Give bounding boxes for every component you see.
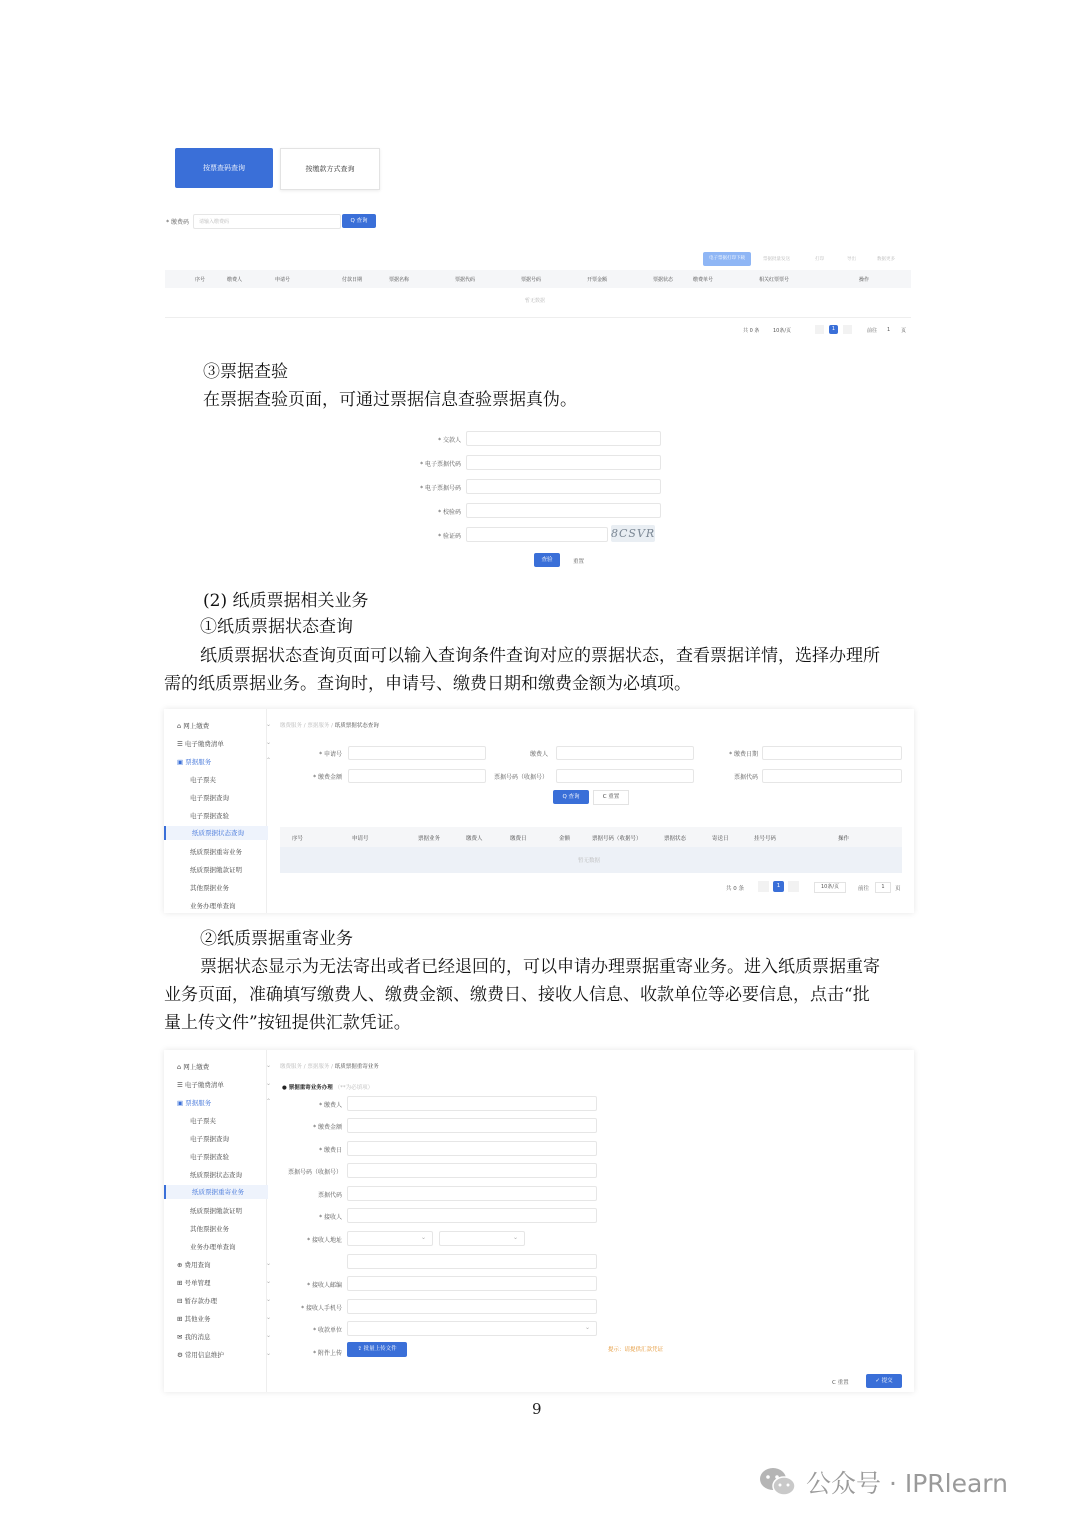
col-payer: 缴费人 (466, 836, 483, 842)
sidebar-item-number-manage[interactable]: ⊞ 号单管理 ⌄ (177, 1278, 271, 1287)
breadcrumb-3: 纸质票据状态查询 (334, 723, 379, 729)
sidebar-item-e-folder[interactable]: 电子票夹 (190, 1117, 216, 1125)
breadcrumb-3: 纸质票据重寄业务 (334, 1064, 379, 1070)
col-index: 序号 (292, 836, 304, 842)
form-label-address: * 接收人地址 (307, 1237, 342, 1244)
sidebar-item-paper-proof[interactable]: 纸质票据缴款证明 (190, 866, 242, 874)
sidebar-item-messages[interactable]: ✉ 我的消息 ⌄ (177, 1332, 271, 1341)
form-phone[interactable] (347, 1299, 597, 1314)
toolbar-batch-send[interactable]: 票据批量发送 (763, 257, 790, 262)
sidebar-item-paper-status[interactable]: 纸质票据状态查询 (190, 1171, 242, 1179)
ticket-query-screenshot (163, 140, 915, 340)
table-empty: 暂无数据 (578, 858, 601, 864)
search-input[interactable] (193, 214, 341, 229)
verify-reset-button[interactable]: 重置 (573, 559, 585, 565)
form-label-ticket-code: 票据代码 (733, 774, 758, 781)
page-number: 9 (532, 1400, 542, 1418)
pager (741, 324, 911, 336)
watermark-text: 公众号 · IPRlearn (806, 1469, 1008, 1498)
form-address-detail[interactable] (347, 1254, 597, 1269)
sidebar-item-temp-payment[interactable]: ⊟ 暂存款办理 ⌄ (177, 1296, 271, 1305)
col-receipt-no: 票据号码（收据号） (592, 836, 642, 842)
status-query-screenshot (164, 709, 914, 913)
sidebar-item-pay-list[interactable]: ☰ 电子缴费清单 ⌄ (177, 1080, 271, 1089)
toolbar-more[interactable]: 数据更多 (877, 257, 895, 262)
home-icon: ⌂ (177, 722, 184, 730)
form-label-payee: * 收款单位 (313, 1327, 342, 1334)
form-label-receipt-no: 票据号码（收据号） (493, 774, 548, 781)
pager-prev[interactable] (815, 325, 824, 334)
field-label-payer: * 交款人 (438, 437, 461, 444)
col-ticket-code: 票据代码 (455, 277, 476, 283)
settings-icon: ⚙ (177, 1351, 185, 1359)
form-address-province[interactable] (347, 1231, 433, 1246)
section-check-text: 在票据查验页面，可通过票据信息查验票据真伪。 (203, 390, 577, 410)
col-apply-no: 申请号 (275, 277, 291, 283)
form-section-title: ● 票据重寄业务办理 （**为必填项） (282, 1085, 374, 1091)
pager-goto-input[interactable]: 1 (887, 327, 891, 333)
search-label: * 缴费码 (166, 219, 189, 226)
pager-goto: 前往 (867, 328, 878, 334)
sidebar-item-order-query[interactable]: 业务办理单查询 (190, 1243, 236, 1251)
col-action: 操作 (859, 277, 870, 283)
form-payer[interactable] (347, 1096, 597, 1111)
field-ticket-number[interactable] (466, 479, 661, 494)
reset-button[interactable]: C 重置 (593, 790, 629, 805)
col-status: 票据状态 (653, 277, 674, 283)
pager (724, 881, 904, 893)
sidebar (164, 709, 271, 913)
toolbar (703, 252, 908, 266)
col-status: 票据状态 (664, 836, 687, 842)
pager-goto: 前往 (858, 886, 870, 892)
col-index: 序号 (195, 277, 206, 283)
sidebar-item-ticket-service[interactable]: ▣ 票据服务 ⌃ (177, 757, 271, 766)
form-zip[interactable] (347, 1276, 597, 1291)
form-label-zip: * 接收人邮编 (307, 1282, 342, 1289)
resend-screenshot (164, 1050, 914, 1392)
col-amount: 开票金额 (587, 277, 608, 283)
form-section-hint: （**为必填项） (334, 1085, 374, 1091)
home-icon: ⌂ (177, 1063, 184, 1071)
form-apply-no[interactable] (348, 746, 486, 760)
field-label-ticket-code: * 电子票据代码 (420, 461, 461, 468)
breadcrumb: 缴费服务 / 票据服务 / 纸质票据重寄业务 (280, 1064, 379, 1070)
grid-icon: ⊞ (177, 1315, 185, 1323)
breadcrumb-2[interactable]: 票据服务 (307, 723, 330, 729)
number-icon: ⊞ (177, 1279, 185, 1287)
toolbar-print-download[interactable]: 电子票据打印下载 (703, 252, 751, 266)
pager-prev[interactable] (758, 881, 769, 892)
col-apply-no: 申请号 (352, 836, 369, 842)
pager-next[interactable] (788, 881, 799, 892)
col-action: 操作 (838, 836, 850, 842)
form-payee[interactable] (347, 1321, 597, 1336)
pager-unit: 页 (895, 886, 901, 892)
wallet-icon: ⊟ (177, 1297, 185, 1305)
form-label-receipt-no: 票据号码（收据号） (287, 1169, 342, 1176)
form-payer[interactable] (556, 746, 694, 760)
sidebar-item-paper-proof[interactable]: 纸质票据缴款证明 (190, 1207, 242, 1215)
field-label-check-code: * 校验码 (438, 509, 461, 516)
form-label-pay-day: * 缴费日 (319, 1147, 342, 1154)
batch-upload-button[interactable]: ⇪ 批量上传文件 (347, 1342, 407, 1357)
breadcrumb-1[interactable]: 缴费服务 (280, 723, 303, 729)
pager-next[interactable] (843, 325, 852, 334)
col-red-ticket: 相关红票票号 (759, 277, 790, 283)
sidebar-item-order-query[interactable]: 业务办理单查询 (190, 902, 236, 910)
captcha-image[interactable]: 8CSVR (611, 527, 656, 540)
breadcrumb: 缴费服务 / 票据服务 / 纸质票据状态查询 (280, 723, 379, 729)
col-send-day: 寄送日 (712, 836, 729, 842)
form-label-amount: * 缴费金额 (313, 1124, 342, 1131)
form-address-city[interactable] (439, 1231, 525, 1246)
form-amount[interactable] (347, 1118, 597, 1133)
form-label-amount: * 缴费金额 (313, 774, 342, 781)
col-amount: 金额 (559, 836, 571, 842)
form-receipt-no[interactable] (556, 769, 694, 783)
submit-button[interactable]: ✓ 提交 (866, 1374, 902, 1388)
sidebar-item-paper-status[interactable]: 纸质票据状态查询 (164, 826, 268, 840)
field-ticket-code[interactable] (466, 455, 661, 470)
sidebar-item-ticket-service[interactable]: ▣ 票据服务 ⌃ (177, 1098, 271, 1107)
col-pay-date: 付款日期 (342, 277, 363, 283)
field-payer[interactable] (466, 431, 661, 446)
pager-size[interactable]: 10条/页 (814, 882, 846, 893)
field-check-code[interactable] (466, 503, 661, 518)
field-label-captcha: * 验证码 (438, 533, 461, 540)
form-label-ticket-code: 票据代码 (317, 1192, 342, 1199)
form-label-phone: * 接收人手机号 (301, 1305, 342, 1312)
form-ticket-code[interactable] (347, 1186, 597, 1201)
sidebar-item-fee-query[interactable]: ⊕ 费用查询 ⌄ (177, 1260, 271, 1269)
sidebar-item-other-ticket[interactable]: 其他票据业务 (190, 1225, 229, 1233)
toolbar-export[interactable]: 导出 (847, 257, 856, 262)
query-button[interactable]: Q 查询 (553, 790, 589, 804)
pager-current[interactable]: 1 (773, 881, 784, 892)
form-amount[interactable] (348, 769, 486, 783)
section-resend-text-3: 量上传文件”按钮提供汇款凭证。 (164, 1013, 411, 1033)
form-receiver[interactable] (347, 1208, 597, 1223)
col-payer: 缴费人 (227, 277, 243, 283)
sidebar-item-other-ticket[interactable]: 其他票据业务 (190, 884, 229, 892)
chevron-down-icon: ⌄ (512, 1234, 518, 1241)
form-label-upload: * 附件上传 (313, 1350, 342, 1357)
table-header (165, 270, 911, 288)
section-status-title: ①纸质票据状态查询 (200, 617, 353, 637)
sidebar-item-online-pay[interactable]: ⌂ 网上缴费 ⌄ (177, 721, 271, 730)
fee-icon: ⊕ (177, 1261, 185, 1269)
sidebar-item-other-business[interactable]: ⊞ 其他业务 ⌄ (177, 1314, 271, 1323)
sidebar-item-e-verify[interactable]: 电子票据查验 (190, 1153, 229, 1161)
col-business: 票据业务 (418, 836, 441, 842)
message-icon: ✉ (177, 1333, 185, 1341)
form-receipt-no[interactable] (347, 1163, 597, 1178)
pager-total: 共 0 条 (743, 328, 760, 334)
sidebar-item-paper-resend[interactable]: 纸质票据重寄业务 (164, 1185, 268, 1199)
search-button[interactable]: Q 查询 (342, 214, 376, 228)
section-paper-title: (2) 纸质票据相关业务 (203, 591, 369, 611)
search-placeholder: 请输入缴费码 (199, 219, 230, 225)
verify-form-screenshot (415, 425, 665, 570)
tab-query-by-code[interactable]: 按票查码查询 (175, 148, 273, 188)
form-label-receiver: * 接收人 (319, 1214, 342, 1221)
table-empty-row (280, 847, 902, 873)
table-bottom-line (165, 317, 911, 318)
section-status-text-1: 纸质票据状态查询页面可以输入查询条件查询对应的票据状态，查看票据详情，选择办理所 (200, 646, 880, 666)
list-icon: ☰ (177, 1081, 185, 1089)
sidebar-item-e-query[interactable]: 电子票据查询 (190, 794, 229, 802)
sidebar-item-paper-resend[interactable]: 纸质票据重寄业务 (190, 848, 242, 856)
form-ticket-code[interactable] (762, 769, 902, 783)
field-label-ticket-number: * 电子票据号码 (420, 485, 461, 492)
breadcrumb-2[interactable]: 票据服务 (307, 1064, 330, 1070)
upload-hint: 提示：请提供汇款凭证 (608, 1347, 664, 1353)
table-header (280, 827, 902, 847)
chevron-down-icon: ⌄ (420, 1234, 426, 1241)
table-empty: 暂无数据 (525, 298, 546, 304)
tab-query-by-payment[interactable]: 按缴款方式查询 (280, 148, 380, 190)
pager-goto-input[interactable]: 1 (875, 882, 891, 893)
pager-unit: 页 (901, 328, 907, 334)
watermark (758, 1462, 1008, 1502)
sidebar-item-e-verify[interactable]: 电子票据查验 (190, 812, 229, 820)
toolbar-print[interactable]: 打印 (815, 257, 824, 262)
field-captcha[interactable] (466, 527, 608, 542)
pager-total: 共 0 条 (726, 886, 744, 892)
col-pay-no: 缴费单号 (693, 277, 714, 283)
wechat-icon (758, 1466, 798, 1498)
section-resend-text-2: 业务页面，准确填写缴费人、缴费金额、缴费日、接收人信息、收款单位等必要信息，点击“批 (164, 985, 870, 1005)
section-resend-title: ②纸质票据重寄业务 (200, 929, 353, 949)
section-status-text-2: 需的纸质票据业务。查询时，申请号、缴费日期和缴费金额为必填项。 (164, 674, 691, 694)
reset-button[interactable]: C 重置 (832, 1380, 849, 1386)
form-label-payer: * 缴费人 (319, 1102, 342, 1109)
form-label-pay-date: * 缴费日期 (729, 751, 758, 758)
form-label-payer: 缴费人 (529, 751, 548, 758)
section-check-title: ③票据查验 (203, 362, 288, 382)
form-label-apply-no: * 申请号 (319, 751, 342, 758)
col-ticket-name: 票据名称 (389, 277, 410, 283)
ticket-icon: ▣ (177, 758, 186, 766)
ticket-icon: ▣ (177, 1099, 186, 1107)
verify-button[interactable]: 查验 (534, 553, 560, 567)
sidebar-item-online-pay[interactable]: ⌂ 网上缴费 ⌄ (177, 1062, 271, 1071)
sidebar-item-e-folder[interactable]: 电子票夹 (190, 776, 216, 784)
col-ticket-number: 票据号码 (521, 277, 542, 283)
form-pay-date[interactable] (762, 746, 902, 760)
pager-current[interactable]: 1 (829, 325, 838, 334)
form-pay-day[interactable] (347, 1141, 597, 1156)
list-icon: ☰ (177, 740, 185, 748)
col-pay-day: 缴费日 (510, 836, 527, 842)
chevron-down-icon: ⌄ (584, 1324, 590, 1331)
col-register-no: 挂号号码 (754, 836, 777, 842)
section-resend-text-1: 票据状态显示为无法寄出或者已经退回的，可以申请办理票据重寄业务。进入纸质票据重寄 (200, 957, 880, 977)
sidebar-item-e-query[interactable]: 电子票据查询 (190, 1135, 229, 1143)
pager-size[interactable]: 10条/页 (773, 328, 792, 334)
breadcrumb-1[interactable]: 缴费服务 (280, 1064, 303, 1070)
sidebar-item-common-info[interactable]: ⚙ 常用信息维护 ⌄ (177, 1350, 271, 1359)
sidebar-item-pay-list[interactable]: ☰ 电子缴费清单 ⌄ (177, 739, 271, 748)
sidebar (164, 1050, 271, 1392)
